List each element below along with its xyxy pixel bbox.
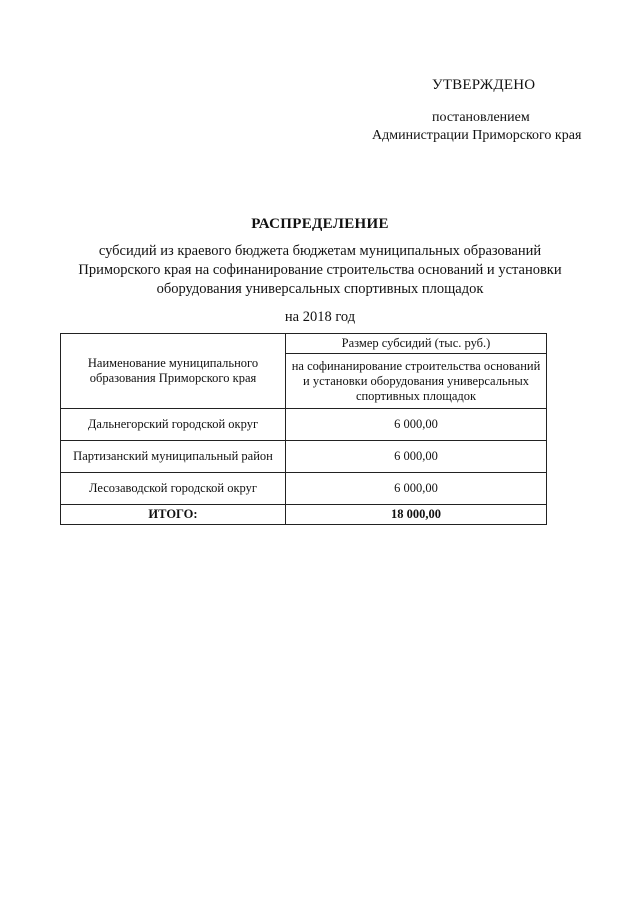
table-row <box>61 441 547 473</box>
document-title: РАСПРЕДЕЛЕНИЕ <box>251 216 389 232</box>
approval-title: УТВЕРЖДЕНО <box>432 77 536 93</box>
table-row <box>61 473 547 505</box>
row-amount-cell: 6 000,00 <box>286 409 547 441</box>
table-header-row <box>61 334 547 354</box>
header-name-cell: Наименование муниципального образования Приморского края <box>61 334 286 409</box>
row-amount-cell: 6 000,00 <box>286 441 547 473</box>
subsidy-table <box>60 333 547 525</box>
row-name-cell: Лесозаводской городской округ <box>61 473 286 505</box>
total-label-cell: ИТОГО: <box>61 505 286 525</box>
total-amount-cell: 18 000,00 <box>286 505 547 525</box>
row-name-cell: Дальнегорский городской округ <box>61 409 286 441</box>
approval-line-1: постановлением <box>432 110 530 125</box>
approval-block <box>0 0 640 150</box>
row-amount-cell: 6 000,00 <box>286 473 547 505</box>
document-year: на 2018 год <box>284 309 356 325</box>
header-amount-cell: Размер субсидий (тыс. руб.) <box>286 334 547 354</box>
header-amount-sub-cell: на софинанирование строительства оснований и установки оборудования универсальных спортивных площадок <box>286 354 547 409</box>
table-total-row <box>61 505 547 525</box>
document-subtitle: субсидий из краевого бюджета бюджетам муниципальных образований Приморского края на софинанирование строительства оснований и установки оборудования универсальных спортивных площадок <box>78 243 562 297</box>
approval-line-2: Администрации Приморского края <box>372 128 582 143</box>
row-name-cell: Партизанский муниципальный район <box>61 441 286 473</box>
table-row <box>61 409 547 441</box>
